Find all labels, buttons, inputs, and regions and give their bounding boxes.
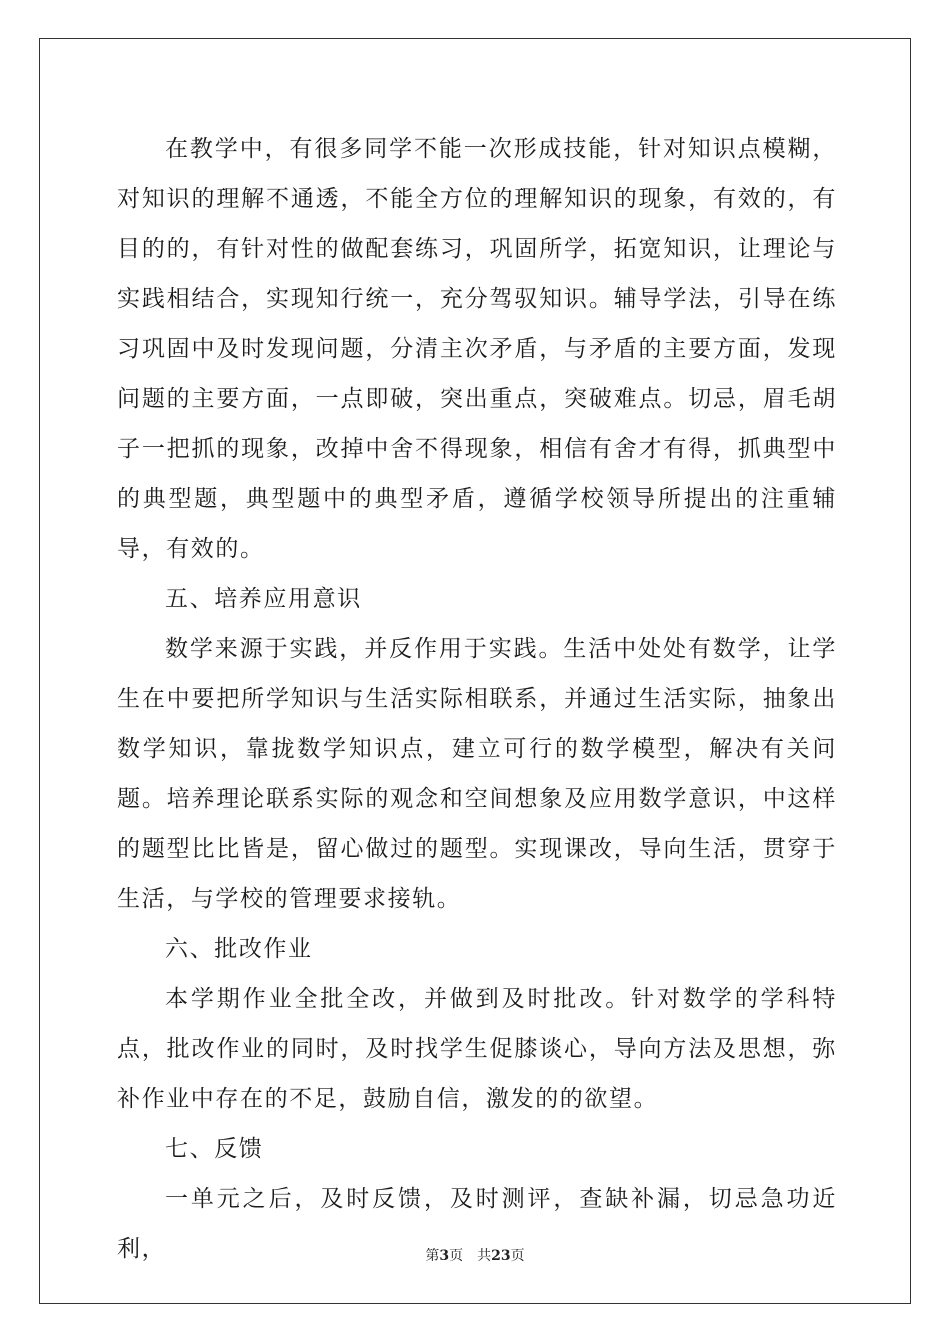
section-heading: 七、反馈 bbox=[165, 1136, 264, 1162]
page-total: 23 bbox=[491, 1248, 511, 1264]
total-suffix: 页 bbox=[510, 1248, 525, 1264]
section-heading: 六、批改作业 bbox=[165, 936, 313, 962]
body-paragraph: 本学期作业全批全改，并做到及时批改。针对数学的学科特点，批改作业的同时，及时找学生促膝谈心，导向方法及思想，弥补作业中存在的不足，鼓励自信，激发的的欲望。 bbox=[117, 986, 837, 1112]
page-prefix: 第 bbox=[425, 1248, 440, 1264]
page-footer bbox=[0, 1245, 950, 1265]
total-prefix: 共 bbox=[477, 1248, 492, 1264]
page-suffix: 页 bbox=[449, 1248, 464, 1264]
body-paragraph: 一单元之后，及时反馈，及时测评，查缺补漏，切忌急功近利， bbox=[117, 1186, 837, 1262]
section-heading: 五、培养应用意识 bbox=[165, 586, 362, 612]
body-paragraph: 数学来源于实践，并反作用于实践。生活中处处有数学，让学生在中要把所学知识与生活实际相联系，并通过生活实际，抽象出数学知识，靠拢数学知识点，建立可行的数学模型，解决有关问题。培养理论联系实际的观念和空间想象及应用数学意识，中这样的题型比比皆是，留心做过的题型。实现课改，导向生活，贯穿于生活，与学校的管理要求接轨。 bbox=[117, 636, 837, 912]
body-paragraph: 在教学中，有很多同学不能一次形成技能，针对知识点模糊，对知识的理解不通透，不能全方位的理解知识的现象，有效的，有目的的，有针对性的做配套练习，巩固所学，拓宽知识，让理论与实践相结合，实现知行统一，充分驾驭知识。辅导学法，引导在练习巩固中及时发现问题，分清主次矛盾，与矛盾的主要方面，发现问题的主要方面，一点即破，突出重点，突破难点。切忌，眉毛胡子一把抓的现象，改掉中舍不得现象，相信有舍才有得，抓典型中的典型题，典型题中的典型矛盾，遵循学校领导所提出的注重辅导，有效的。 bbox=[117, 136, 837, 562]
page-current: 3 bbox=[439, 1248, 450, 1264]
document-body bbox=[117, 124, 837, 1274]
